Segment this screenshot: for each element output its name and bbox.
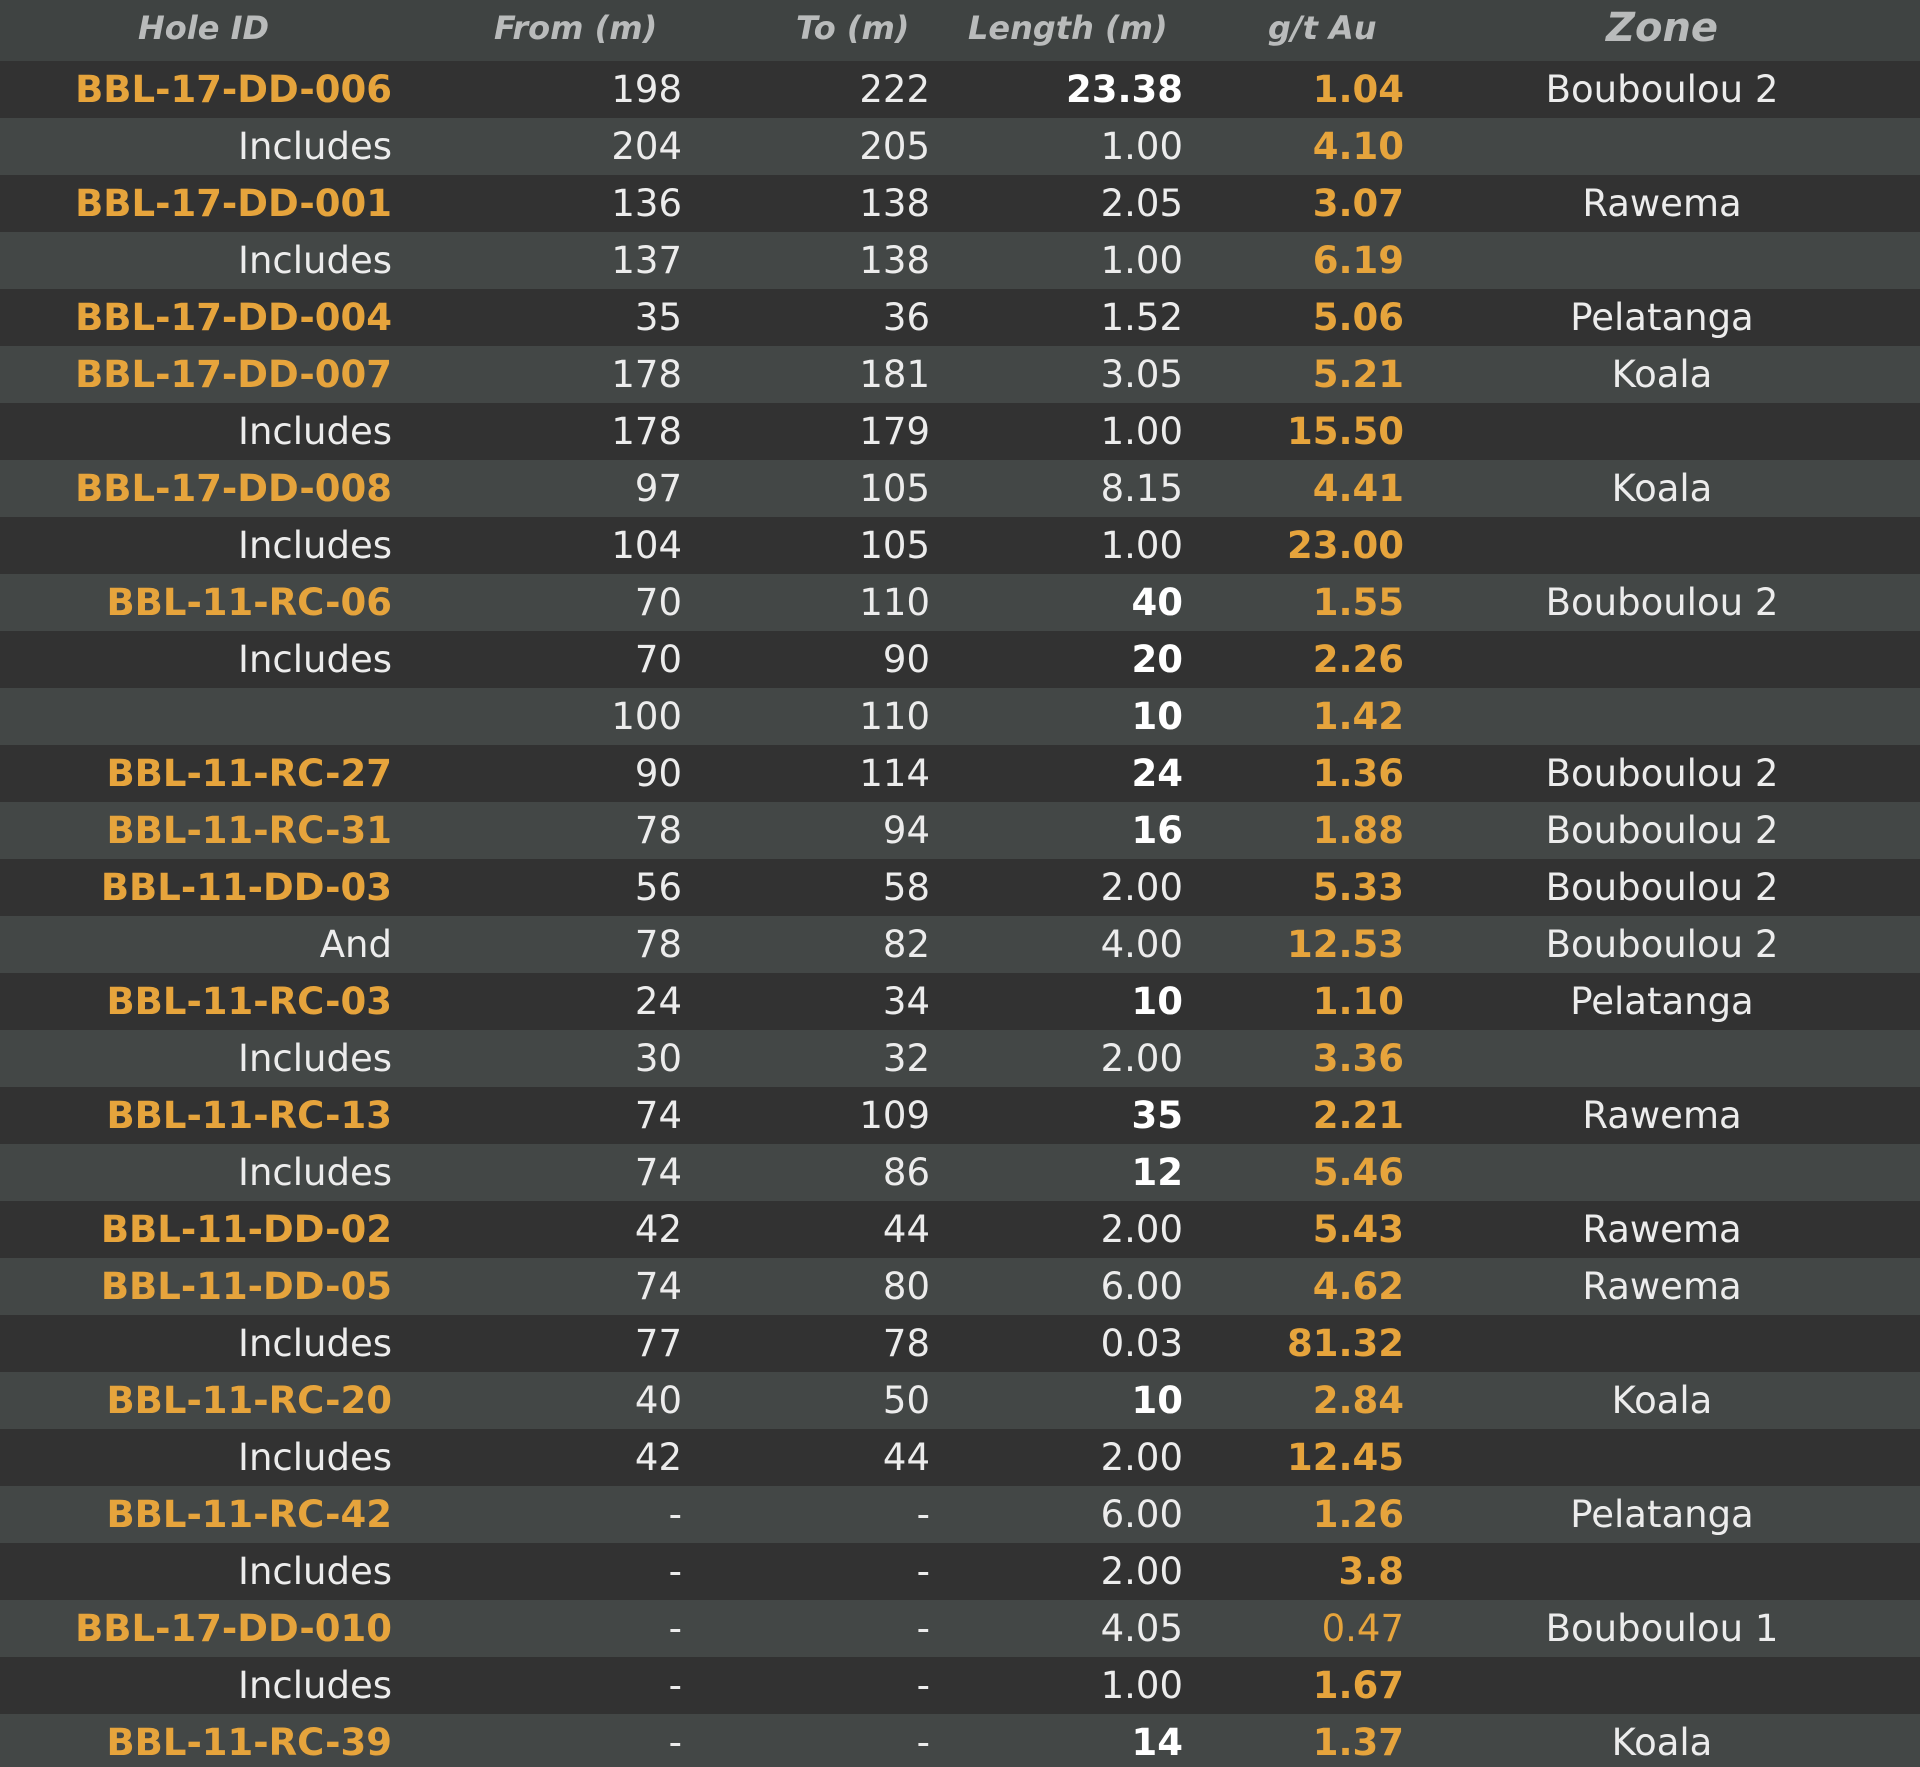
- cell-zone: [1500, 517, 1824, 574]
- header-length: Length (m): [968, 9, 1168, 47]
- cell-grade: 81.32: [1286, 1322, 1404, 1365]
- table-row: [0, 1600, 1920, 1657]
- cell-to: 138: [859, 182, 930, 225]
- cell-hole-id: BBL-17-DD-004: [75, 296, 392, 339]
- cell-hole-id: BBL-17-DD-007: [75, 353, 392, 396]
- table-row: [0, 916, 1920, 973]
- cell-grade: 1.55: [1312, 581, 1404, 624]
- cell-to: 114: [859, 752, 930, 795]
- cell-to: 94: [882, 809, 930, 852]
- header-to: To (m): [796, 9, 910, 47]
- cell-from: 74: [634, 1265, 682, 1308]
- cell-from: -: [668, 1607, 682, 1650]
- cell-length: 24: [1131, 752, 1183, 795]
- cell-grade: 2.84: [1312, 1379, 1404, 1422]
- cell-to: -: [916, 1664, 930, 1707]
- cell-from: 136: [611, 182, 682, 225]
- cell-to: 179: [859, 410, 930, 453]
- cell-zone: Koala: [1611, 1379, 1713, 1422]
- cell-zone: [1500, 631, 1824, 688]
- cell-zone: Pelatanga: [1570, 980, 1754, 1023]
- cell-grade: 1.10: [1312, 980, 1404, 1023]
- cell-to: 138: [859, 239, 930, 282]
- cell-from: 78: [634, 923, 682, 966]
- table-row: [0, 61, 1920, 118]
- cell-grade: 12.45: [1286, 1436, 1404, 1479]
- cell-zone: [1500, 118, 1824, 175]
- cell-from: 42: [634, 1436, 682, 1479]
- cell-to: 90: [882, 638, 930, 681]
- header-hole-id: Hole ID: [138, 9, 270, 47]
- cell-hole-id: BBL-11-DD-05: [100, 1265, 392, 1308]
- cell-hole-id: BBL-11-RC-06: [106, 581, 392, 624]
- cell-from: -: [668, 1550, 682, 1593]
- cell-from: 198: [611, 68, 682, 111]
- cell-zone: [1500, 1429, 1824, 1486]
- table-row: [0, 346, 1920, 403]
- cell-hole-id: BBL-11-RC-20: [106, 1379, 392, 1422]
- cell-to: 110: [859, 695, 930, 738]
- cell-from: 35: [634, 296, 682, 339]
- cell-length: 8.15: [1100, 467, 1183, 510]
- table-row: [0, 1087, 1920, 1144]
- table-row: [0, 1030, 1920, 1087]
- cell-length: 1.52: [1100, 296, 1183, 339]
- cell-length: 6.00: [1100, 1265, 1183, 1308]
- cell-grade: 4.10: [1312, 125, 1404, 168]
- cell-length: 2.05: [1100, 182, 1183, 225]
- cell-hole-id: And: [319, 923, 392, 966]
- cell-zone: Rawema: [1582, 1265, 1742, 1308]
- cell-to: -: [916, 1493, 930, 1536]
- cell-zone: Bouboulou 2: [1545, 752, 1779, 795]
- cell-zone: Rawema: [1582, 1094, 1742, 1137]
- cell-to: 44: [882, 1436, 930, 1479]
- cell-to: 205: [859, 125, 930, 168]
- cell-zone: [1500, 403, 1824, 460]
- cell-hole-id: BBL-17-DD-001: [75, 182, 392, 225]
- cell-hole-id: BBL-17-DD-010: [75, 1607, 392, 1650]
- cell-hole-id: BBL-11-RC-31: [106, 809, 392, 852]
- cell-grade: 4.41: [1312, 467, 1404, 510]
- cell-length: 16: [1131, 809, 1183, 852]
- cell-grade: 1.67: [1312, 1664, 1404, 1707]
- table-row: [0, 1201, 1920, 1258]
- cell-length: 1.00: [1100, 410, 1183, 453]
- cell-length: 2.00: [1100, 1037, 1183, 1080]
- cell-hole-id: Includes: [238, 1151, 392, 1194]
- cell-grade: 1.42: [1312, 695, 1404, 738]
- cell-to: 50: [882, 1379, 930, 1422]
- table-row: [0, 1429, 1920, 1486]
- cell-hole-id: Includes: [238, 524, 392, 567]
- table-row: [0, 1372, 1920, 1429]
- table-row: [0, 859, 1920, 916]
- cell-to: 86: [882, 1151, 930, 1194]
- cell-length: 1.00: [1100, 125, 1183, 168]
- cell-grade: 2.21: [1312, 1094, 1404, 1137]
- cell-zone: Pelatanga: [1570, 1493, 1754, 1536]
- cell-length: 2.00: [1100, 1208, 1183, 1251]
- table-row: [0, 175, 1920, 232]
- cell-zone: Rawema: [1582, 1208, 1742, 1251]
- cell-to: 105: [859, 467, 930, 510]
- cell-hole-id: BBL-11-DD-02: [100, 1208, 392, 1251]
- cell-from: 78: [634, 809, 682, 852]
- cell-length: 2.00: [1100, 1436, 1183, 1479]
- table-row: [0, 1714, 1920, 1767]
- cell-from: -: [668, 1721, 682, 1764]
- cell-zone: Bouboulou 1: [1545, 1607, 1779, 1650]
- table-row: [0, 688, 1920, 745]
- cell-hole-id: Includes: [238, 638, 392, 681]
- cell-grade: 15.50: [1286, 410, 1404, 453]
- cell-hole-id: Includes: [238, 125, 392, 168]
- table-row: [0, 460, 1920, 517]
- cell-length: 10: [1131, 1379, 1183, 1422]
- table-row: [0, 403, 1920, 460]
- cell-zone: Bouboulou 2: [1545, 809, 1779, 852]
- cell-grade: 1.26: [1312, 1493, 1404, 1536]
- table-row: [0, 289, 1920, 346]
- cell-from: -: [668, 1664, 682, 1707]
- cell-from: -: [668, 1493, 682, 1536]
- cell-zone: Bouboulou 2: [1545, 581, 1779, 624]
- cell-hole-id: BBL-17-DD-008: [75, 467, 392, 510]
- cell-zone: [1500, 1144, 1824, 1201]
- table-row: [0, 118, 1920, 175]
- cell-grade: 5.21: [1312, 353, 1404, 396]
- cell-zone: Koala: [1611, 467, 1713, 510]
- cell-from: 104: [611, 524, 682, 567]
- table-row: [0, 973, 1920, 1030]
- cell-grade: 1.04: [1312, 68, 1404, 111]
- table-row: [0, 1657, 1920, 1714]
- cell-hole-id: BBL-11-RC-39: [106, 1721, 392, 1764]
- cell-hole-id: BBL-11-RC-03: [106, 980, 392, 1023]
- cell-from: 178: [611, 353, 682, 396]
- cell-length: 40: [1131, 581, 1183, 624]
- cell-hole-id: Includes: [238, 410, 392, 453]
- cell-from: 90: [634, 752, 682, 795]
- cell-to: 222: [859, 68, 930, 111]
- cell-grade: 3.8: [1338, 1550, 1404, 1593]
- cell-length: 14: [1131, 1721, 1183, 1764]
- cell-grade: 5.06: [1312, 296, 1404, 339]
- cell-grade: 3.07: [1312, 182, 1404, 225]
- table-row: [0, 631, 1920, 688]
- cell-from: 97: [634, 467, 682, 510]
- cell-hole-id: BBL-11-DD-03: [100, 866, 392, 909]
- cell-from: 204: [611, 125, 682, 168]
- cell-length: 20: [1131, 638, 1183, 681]
- cell-hole-id: BBL-11-RC-42: [106, 1493, 392, 1536]
- cell-to: 58: [882, 866, 930, 909]
- cell-from: 70: [634, 638, 682, 681]
- cell-hole-id: Includes: [238, 1436, 392, 1479]
- cell-from: 42: [634, 1208, 682, 1251]
- cell-zone: [1500, 232, 1824, 289]
- cell-to: 181: [859, 353, 930, 396]
- cell-length: 4.00: [1100, 923, 1183, 966]
- table-row: [0, 1315, 1920, 1372]
- cell-from: 74: [634, 1094, 682, 1137]
- cell-length: 1.00: [1100, 1664, 1183, 1707]
- cell-zone: Rawema: [1582, 182, 1742, 225]
- table-row: [0, 745, 1920, 802]
- cell-length: 4.05: [1100, 1607, 1183, 1650]
- cell-hole-id: Includes: [238, 239, 392, 282]
- cell-from: 100: [611, 695, 682, 738]
- cell-zone: [1500, 1657, 1824, 1714]
- cell-length: 3.05: [1100, 353, 1183, 396]
- cell-grade: 5.33: [1312, 866, 1404, 909]
- cell-grade: 0.47: [1321, 1607, 1404, 1650]
- cell-hole-id: BBL-11-RC-27: [106, 752, 392, 795]
- cell-to: -: [916, 1607, 930, 1650]
- cell-zone: Pelatanga: [1570, 296, 1754, 339]
- table-row: [0, 1486, 1920, 1543]
- cell-hole-id: Includes: [238, 1037, 392, 1080]
- cell-grade: 4.62: [1312, 1265, 1404, 1308]
- cell-length: 6.00: [1100, 1493, 1183, 1536]
- cell-zone: Koala: [1611, 1721, 1713, 1764]
- cell-to: 80: [882, 1265, 930, 1308]
- cell-zone: [1500, 1543, 1824, 1600]
- cell-to: 34: [882, 980, 930, 1023]
- cell-from: 74: [634, 1151, 682, 1194]
- cell-zone: [1500, 1030, 1824, 1087]
- cell-hole-id: BBL-17-DD-006: [75, 68, 392, 111]
- cell-to: 44: [882, 1208, 930, 1251]
- cell-length: 23.38: [1065, 68, 1183, 111]
- cell-grade: 3.36: [1312, 1037, 1404, 1080]
- cell-grade: 6.19: [1312, 239, 1404, 282]
- cell-grade: 1.37: [1312, 1721, 1404, 1764]
- cell-from: 178: [611, 410, 682, 453]
- cell-grade: 12.53: [1286, 923, 1404, 966]
- table-header-row: [0, 0, 1920, 57]
- cell-length: 1.00: [1100, 524, 1183, 567]
- cell-to: -: [916, 1550, 930, 1593]
- table-row: [0, 574, 1920, 631]
- cell-to: 82: [882, 923, 930, 966]
- header-zone: Zone: [1605, 5, 1719, 51]
- cell-zone: Bouboulou 2: [1545, 866, 1779, 909]
- cell-to: 78: [882, 1322, 930, 1365]
- cell-zone: [1500, 688, 1824, 745]
- cell-hole-id: Includes: [238, 1322, 392, 1365]
- cell-length: 35: [1131, 1094, 1183, 1137]
- table-row: [0, 1258, 1920, 1315]
- cell-length: 10: [1131, 980, 1183, 1023]
- cell-grade: 1.36: [1312, 752, 1404, 795]
- cell-grade: 23.00: [1286, 524, 1404, 567]
- cell-grade: 5.43: [1312, 1208, 1404, 1251]
- cell-from: 24: [634, 980, 682, 1023]
- cell-to: 105: [859, 524, 930, 567]
- cell-length: 2.00: [1100, 1550, 1183, 1593]
- cell-length: 10: [1131, 695, 1183, 738]
- cell-length: 1.00: [1100, 239, 1183, 282]
- cell-hole-id: Includes: [238, 1550, 392, 1593]
- table-row: [0, 1144, 1920, 1201]
- cell-from: 30: [634, 1037, 682, 1080]
- cell-length: 0.03: [1100, 1322, 1183, 1365]
- cell-grade: 2.26: [1312, 638, 1404, 681]
- header-grade: g/t Au: [1268, 9, 1377, 47]
- cell-to: -: [916, 1721, 930, 1764]
- cell-hole-id: Includes: [238, 1664, 392, 1707]
- cell-length: 2.00: [1100, 866, 1183, 909]
- cell-zone: Koala: [1611, 353, 1713, 396]
- cell-to: 109: [859, 1094, 930, 1137]
- cell-zone: Bouboulou 2: [1545, 68, 1779, 111]
- cell-to: 32: [882, 1037, 930, 1080]
- header-from: From (m): [494, 9, 658, 47]
- cell-grade: 5.46: [1312, 1151, 1404, 1194]
- table-row: [0, 802, 1920, 859]
- cell-zone: [1500, 1315, 1824, 1372]
- table-row: [0, 232, 1920, 289]
- cell-from: 40: [634, 1379, 682, 1422]
- cell-zone: Bouboulou 2: [1545, 923, 1779, 966]
- table-row: [0, 517, 1920, 574]
- cell-from: 77: [634, 1322, 682, 1365]
- cell-to: 110: [859, 581, 930, 624]
- cell-from: 56: [634, 866, 682, 909]
- cell-length: 12: [1131, 1151, 1183, 1194]
- cell-from: 137: [611, 239, 682, 282]
- cell-to: 36: [882, 296, 930, 339]
- table-row: [0, 1543, 1920, 1600]
- cell-hole-id: BBL-11-RC-13: [106, 1094, 392, 1137]
- cell-grade: 1.88: [1312, 809, 1404, 852]
- cell-from: 70: [634, 581, 682, 624]
